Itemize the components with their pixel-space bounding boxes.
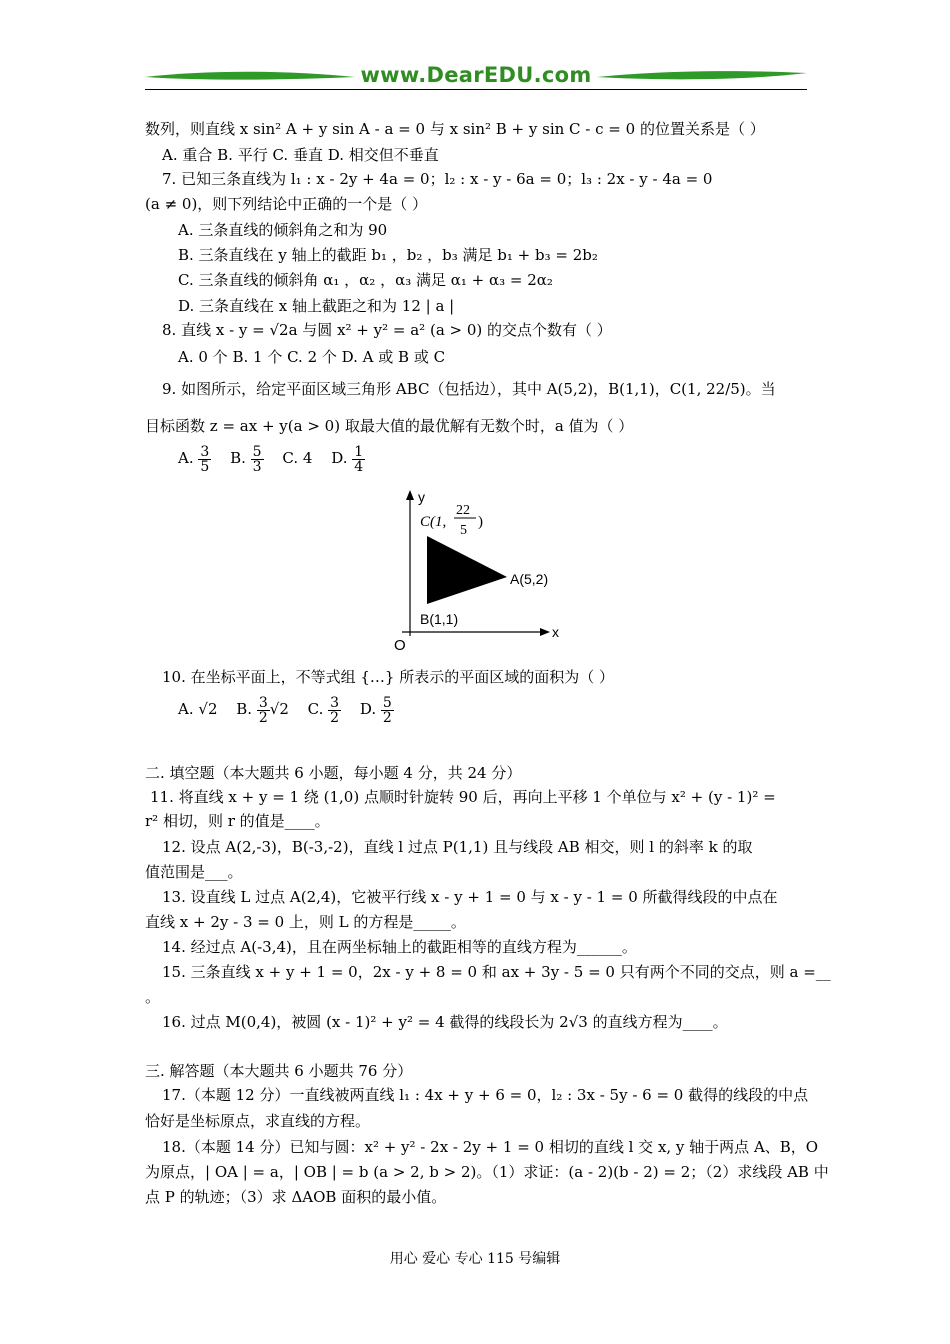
option-label: C.	[307, 700, 324, 718]
q8-stem: 8. 直线 x - y = √2a 与圆 x² + y² = a² (a > 0) 的交点个数有（ ）	[162, 321, 612, 339]
option-label: A.	[178, 700, 194, 718]
fraction	[352, 445, 365, 474]
option-label: B.	[230, 449, 246, 467]
q16-stem: 16. 过点 M(0,4)，被圆 (x - 1)² + y² = 4 截得的线段长为 2√3 的直线方程为____。	[162, 1013, 728, 1031]
q17-stem-cont: 恰好是坐标原点，求直线的方程。	[145, 1112, 371, 1130]
denominator: 2	[330, 709, 340, 726]
page-footer: 用心 爱心 专心 115 号编辑	[389, 1251, 561, 1267]
section-2-heading: 二. 填空题（本大题共 6 小题，每小题 4 分，共 24 分）	[145, 764, 522, 782]
q9-option-d	[331, 440, 365, 476]
q7-option-b: B. 三条直线在 y 轴上的截距 b₁ ，b₂ ，b₃ 满足 b₁ + b₃ = 2b₂	[178, 246, 598, 264]
q8-options: A. 0 个 B. 1 个 C. 2 个 D. A 或 B 或 C	[178, 348, 446, 366]
right-swoosh-decoration	[597, 68, 807, 82]
q10-option-c	[308, 691, 341, 727]
q18-stem-cont-2: 点 P 的轨迹；（3）求 ΔAOB 面积的最小值。	[145, 1188, 447, 1206]
fraction	[257, 696, 270, 725]
q10-option-b	[236, 691, 289, 727]
q9-option-b	[230, 440, 264, 476]
q9-stem-cont: 目标函数 z = ax + y(a > 0) 取最大值的最优解有无数个时，a 值为（ ）	[145, 417, 634, 435]
denominator: 3	[252, 458, 262, 475]
denominator: 2	[382, 709, 392, 726]
option-label: B.	[236, 700, 253, 718]
y-axis-label: y	[418, 489, 425, 505]
q10-option-a	[178, 691, 218, 727]
q6-continuation: 数列，则直线 x sin² A + y sin A - a = 0 与 x sin² B + y sin C - c = 0 的位置关系是（ ）	[145, 120, 765, 138]
q9-option-c	[282, 440, 312, 476]
q7-option-a: A. 三条直线的倾斜角之和为 90	[178, 221, 388, 239]
fraction	[251, 445, 264, 474]
x-axis-label: x	[552, 624, 559, 640]
q7-option-d: D. 三条直线在 x 轴上截距之和为 12 | a |	[178, 297, 455, 315]
option-label: A.	[178, 449, 194, 467]
point-c-numerator: 22	[456, 503, 470, 518]
triangle-abc	[427, 536, 507, 604]
q9-stem: 9. 如图所示，给定平面区域三角形 ABC（包括边），其中 A(5,2)，B(1,1)，C(1, 22/5)。当	[162, 380, 776, 398]
q17-stem: 17.（本题 12 分）一直线被两直线 l₁ : 4x + y + 6 = 0，l₂ : 3x - 5y - 6 = 0 截得的线段的中点	[162, 1086, 809, 1104]
q13-stem-cont: 直线 x + 2y - 3 = 0 上，则 L 的方程是_____。	[145, 913, 466, 931]
point-a-label: A(5,2)	[510, 571, 549, 587]
option-value: √2	[198, 700, 218, 718]
option-label: D.	[359, 700, 377, 718]
q13-stem: 13. 设直线 L 过点 A(2,4)，它被平行线 x - y + 1 = 0 与 x - y - 1 = 0 所截得线段的中点在	[162, 888, 778, 906]
triangle-diagram	[392, 488, 572, 654]
point-c-suffix: )	[478, 514, 483, 530]
section-3-heading: 三. 解答题（本大题共 6 小题共 76 分）	[145, 1062, 413, 1080]
y-axis-arrow	[406, 490, 414, 500]
numerator: 3	[330, 694, 340, 711]
x-axis-arrow	[540, 628, 550, 636]
option-value: 4	[302, 449, 313, 467]
denominator: 2	[258, 709, 268, 726]
numerator: 3	[258, 694, 268, 711]
point-b-label: B(1,1)	[420, 611, 459, 627]
header-rule	[145, 89, 807, 90]
fraction	[328, 696, 341, 725]
point-c-denominator: 5	[460, 523, 467, 538]
q11-stem: 11. 将直线 x + y = 1 绕 (1,0) 点顺时针旋转 90 后，再向上平移 1 个单位与 x² + (y - 1)² =	[150, 788, 776, 806]
numerator: 3	[200, 443, 210, 460]
q18-stem-cont: 为原点，| OA | = a，| OB | = b (a > 2, b > 2)。（1）求证：(a - 2)(b - 2) = 2；（2）求线段 AB 中	[145, 1163, 829, 1181]
q7-stem: 7. 已知三条直线为 l₁ : x - 2y + 4a = 0；l₂ : x - y - 6a = 0；l₃ : 2x - y - 4a = 0	[162, 170, 713, 188]
q12-stem-cont: 值范围是___。	[145, 863, 243, 881]
q12-stem: 12. 设点 A(2,-3)，B(-3,-2)，直线 l 过点 P(1,1) 且与线段 AB 相交，则 l 的斜率 k 的取	[162, 838, 753, 856]
q7-stem-cont: (a ≠ 0)，则下列结论中正确的一个是（ ）	[145, 195, 428, 213]
denominator: 5	[200, 458, 210, 475]
q15-stem-cont: 。	[145, 988, 161, 1006]
numerator: 5	[382, 694, 392, 711]
page-header	[145, 60, 807, 96]
option-label: D.	[331, 449, 348, 467]
q14-stem: 14. 经过点 A(-3,4)，且在两坐标轴上的截距相等的直线方程为______。	[162, 938, 637, 956]
q15-stem: 15. 三条直线 x + y + 1 = 0，2x - y + 8 = 0 和 ax + 3y - 5 = 0 只有两个不同的交点，则 a =__	[162, 963, 831, 981]
option-suffix: √2	[269, 700, 289, 718]
q9-options	[178, 440, 379, 476]
fraction	[198, 445, 211, 474]
q10-options	[178, 691, 408, 727]
q9-option-a	[178, 440, 211, 476]
triangle-figure	[392, 488, 572, 654]
point-c-prefix: C(1,	[420, 514, 447, 530]
q10-stem: 10. 在坐标平面上，不等式组 {…} 所表示的平面区域的面积为（ ）	[162, 668, 615, 686]
q10-option-d	[360, 691, 394, 727]
q18-stem: 18.（本题 14 分）已知与圆：x² + y² - 2x - 2y + 1 = 0 相切的直线 l 交 x, y 轴于两点 A、B，O	[162, 1138, 819, 1156]
left-swoosh-decoration	[145, 68, 355, 82]
site-logo[interactable]: www.DearEDU.com	[360, 63, 592, 87]
option-label: C.	[282, 449, 299, 467]
q7-option-c: C. 三条直线的倾斜角 α₁ ，α₂ ，α₃ 满足 α₁ + α₃ = 2α₂	[178, 271, 553, 289]
numerator: 5	[252, 443, 262, 460]
fraction	[381, 696, 394, 725]
q6-options: A. 重合 B. 平行 C. 垂直 D. 相交但不垂直	[162, 146, 439, 164]
denominator: 4	[354, 458, 364, 475]
numerator: 1	[354, 443, 364, 460]
origin-label: O	[394, 637, 406, 654]
q11-stem-cont: r² 相切，则 r 的值是____。	[145, 812, 330, 830]
